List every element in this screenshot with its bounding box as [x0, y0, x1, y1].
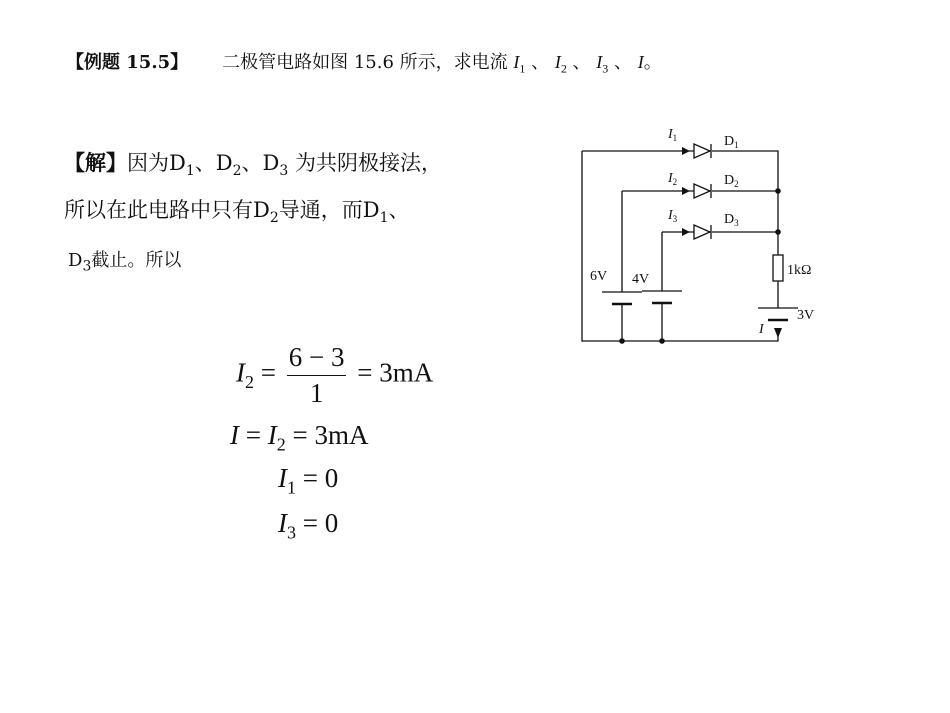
current-i1: $I_1$	[513, 52, 526, 76]
label-4v: 4V	[632, 272, 650, 287]
example-tag: 【例题 15.5】	[66, 52, 189, 73]
resistor	[773, 255, 783, 281]
label-d1: $D_1$	[724, 134, 739, 150]
solution-tag: 【解】	[64, 150, 127, 175]
current-i2: $I_2$	[554, 52, 567, 76]
current-i: I	[637, 52, 644, 72]
label-i2: $I_2$	[668, 171, 678, 187]
diode-d2	[694, 184, 711, 198]
diode-d3	[694, 225, 711, 239]
arrow-i1	[682, 147, 690, 155]
solution-line-3: $D_3$截止。所以	[68, 250, 182, 275]
label-d2: $D_2$	[724, 173, 739, 189]
problem-text: 二极管电路如图 15.6 所示，求电流	[222, 52, 508, 73]
arrow-i	[774, 328, 782, 338]
separator: 。	[643, 52, 662, 73]
separator: 、	[566, 52, 597, 73]
current-i3: $I_3$	[596, 52, 609, 76]
separator: 、	[525, 52, 555, 73]
equation-i1: $I_1 = 0$	[278, 463, 339, 498]
label-3v: 3V	[797, 308, 815, 323]
fraction: $\frac{6 - 3}{1}$	[288, 342, 345, 408]
equation-i2: $I_2$ = $\frac{6 - 3}{1}$ = 3mA	[236, 342, 434, 408]
arrow-i3	[682, 228, 690, 236]
solution-line-2: 所以在此电路中只有$D_2$导通，而$D_1$、	[64, 198, 410, 227]
label-i3: $I_3$	[668, 208, 678, 224]
equation-i3: $I_3 = 0$	[278, 508, 339, 543]
label-d3: $D_3$	[724, 212, 739, 228]
diode-d1	[694, 144, 711, 158]
solution-line-1: 【解】因为$D_1$、$D_2$、$D_3$ 为共阴极接法，	[64, 150, 442, 180]
label-6v: 6V	[590, 269, 608, 284]
label-i1: $I_1$	[668, 127, 678, 143]
separator: 、	[608, 52, 638, 73]
arrow-i2	[682, 187, 690, 195]
label-1k: 1kΩ	[787, 263, 812, 278]
label-i: I	[759, 322, 764, 337]
wire-d1-out	[712, 151, 778, 255]
equation-i: $I = I_2 = 3mA$	[230, 420, 369, 455]
wire-left	[582, 151, 778, 341]
